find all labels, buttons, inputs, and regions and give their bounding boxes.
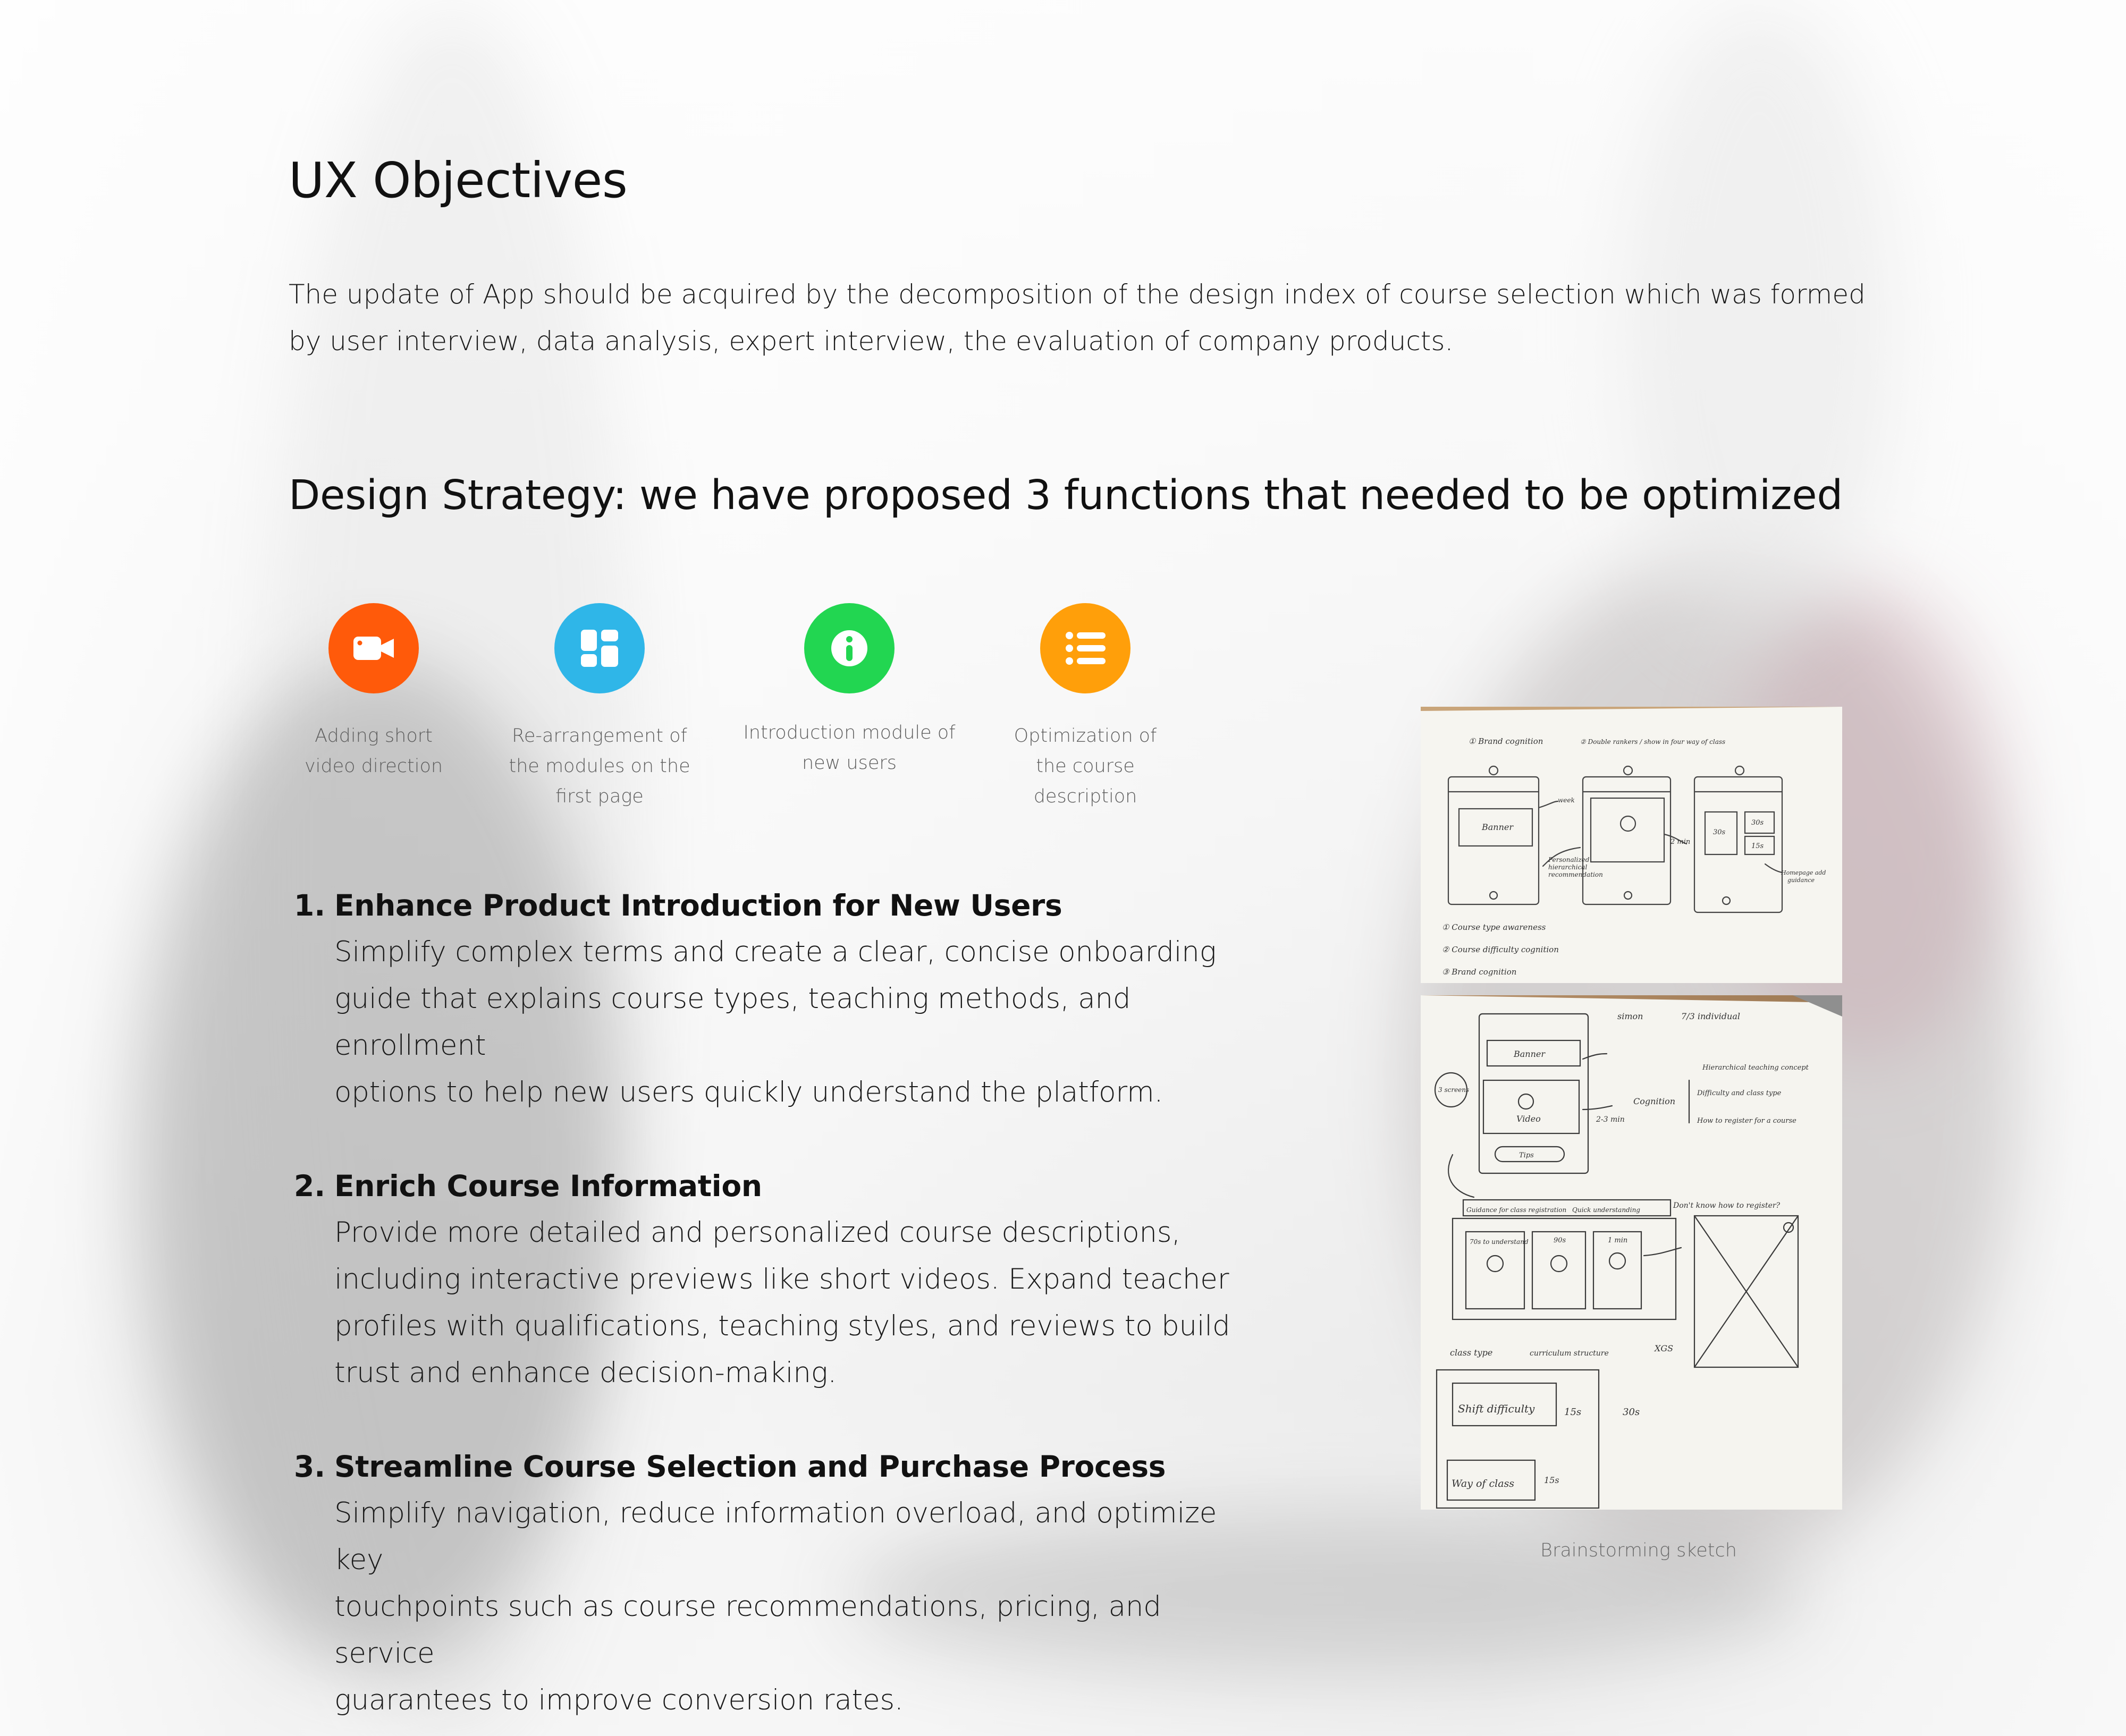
feature-new-user-intro	[738, 603, 961, 778]
svg-text:Quick understanding: Quick understanding	[1572, 1206, 1640, 1214]
dashboard-grid-icon	[554, 603, 645, 693]
svg-text:Hierarchical teaching concept: Hierarchical teaching concept	[1702, 1064, 1809, 1072]
svg-text:Difficulty and class type: Difficulty and class type	[1697, 1089, 1782, 1097]
svg-text:hierarchical: hierarchical	[1548, 863, 1588, 871]
svg-text:Don't know how to register?: Don't know how to register?	[1673, 1201, 1781, 1210]
svg-text:2 min: 2 min	[1671, 838, 1691, 846]
svg-text:① Course type awareness: ① Course type awareness	[1442, 922, 1546, 932]
svg-text:70s to understand: 70s to understand	[1470, 1238, 1529, 1246]
feature-label: Optimization of the course description	[1014, 725, 1157, 807]
svg-text:simon: simon	[1617, 1011, 1643, 1021]
svg-text:guidance: guidance	[1787, 877, 1815, 884]
svg-text:15s: 15s	[1544, 1475, 1559, 1485]
intro-paragraph: The update of App should be acquired by the decomposition of the design index of course selection which was formed by user interview, data analysis, expert interview, the evaluation of company products.	[289, 279, 1866, 357]
list-item	[294, 1163, 1251, 1396]
svg-text:Video: Video	[1516, 1114, 1541, 1124]
strategy-heading: Design Strategy: we have proposed 3 functions that needed to be optimized	[289, 472, 1843, 519]
svg-text:2-3 min: 2-3 min	[1596, 1115, 1625, 1124]
item-number: 1.	[294, 888, 326, 922]
svg-text:① Brand cognition: ① Brand cognition	[1469, 736, 1543, 746]
svg-text:curriculum structure: curriculum structure	[1530, 1349, 1609, 1358]
feature-module-rearrangement	[488, 603, 711, 812]
item-number: 3.	[294, 1450, 326, 1484]
list-icon	[1040, 603, 1131, 693]
svg-text:30s: 30s	[1713, 828, 1726, 836]
svg-text:15s: 15s	[1751, 842, 1764, 850]
svg-text:XGS: XGS	[1655, 1343, 1674, 1353]
svg-text:Guidance for class registratio: Guidance for class registration	[1466, 1206, 1567, 1214]
svg-text:How to register for a course: How to register for a course	[1697, 1117, 1796, 1125]
list-item	[294, 882, 1251, 1116]
svg-text:class type: class type	[1450, 1348, 1493, 1358]
svg-text:Banner: Banner	[1514, 1049, 1546, 1059]
svg-text:15s: 15s	[1564, 1407, 1582, 1418]
feature-label: Adding short video direction	[304, 725, 443, 777]
svg-text:1 min: 1 min	[1608, 1237, 1628, 1244]
svg-text:30s: 30s	[1751, 819, 1764, 827]
svg-text:7/3 individual: 7/3 individual	[1681, 1011, 1740, 1021]
svg-text:Banner: Banner	[1482, 822, 1514, 832]
brainstorm-sketch-photo-bottom	[1421, 995, 1842, 1510]
feature-label: Re-arrangement of the modules on the first page	[509, 725, 690, 807]
item-title: Enhance Product Introduction for New Users	[334, 888, 1062, 922]
feature-course-description	[974, 603, 1197, 812]
svg-text:Way of class: Way of class	[1452, 1478, 1515, 1489]
item-title: Enrich Course Information	[334, 1169, 762, 1203]
objectives-list	[294, 882, 1251, 1724]
svg-text:30s: 30s	[1623, 1407, 1640, 1418]
list-item	[294, 1443, 1251, 1724]
svg-text:Homepage add: Homepage add	[1781, 869, 1826, 876]
svg-text:week: week	[1558, 797, 1575, 804]
svg-text:Tips: Tips	[1519, 1151, 1534, 1159]
item-description: Provide more detailed and personalized course descriptions, including interactive previews like short videos. Expand teacher profiles with qualifications, teaching styles, and reviews to build trust and enhance decision-making.	[334, 1216, 1230, 1389]
feature-label: Introduction module of new users	[743, 722, 956, 774]
svg-text:Cognition: Cognition	[1633, 1096, 1676, 1106]
svg-text:② Double rankers / show in fou: ② Double rankers / show in four way of class	[1580, 738, 1726, 746]
svg-text:Personalized: Personalized	[1548, 856, 1590, 863]
brainstorm-sketch-photo-top	[1421, 707, 1842, 983]
svg-text:Shift difficulty: Shift difficulty	[1458, 1402, 1535, 1415]
item-number: 2.	[294, 1169, 326, 1203]
svg-text:3 screens: 3 screens	[1438, 1086, 1470, 1094]
svg-text:② Course difficulty cognition: ② Course difficulty cognition	[1442, 945, 1559, 954]
video-camera-icon	[328, 603, 419, 693]
info-icon	[804, 603, 895, 693]
feature-short-video	[262, 603, 485, 782]
item-description: Simplify complex terms and create a clear, concise onboarding guide that explains course types, teaching methods, and enrollment options to help new users quickly understand the platform.	[334, 936, 1217, 1108]
item-title: Streamline Course Selection and Purchase Process	[334, 1450, 1166, 1484]
item-description: Simplify navigation, reduce information overload, and optimize key touchpoints such as course recommendations, pricing, and service guarantees to improve conversion rates.	[334, 1497, 1217, 1716]
svg-text:90s: 90s	[1554, 1237, 1566, 1244]
svg-text:③ Brand cognition: ③ Brand cognition	[1442, 967, 1517, 977]
page-title: UX Objectives	[289, 152, 628, 209]
sketch-caption: Brainstorming sketch	[1540, 1540, 1737, 1561]
svg-text:recommendation: recommendation	[1548, 871, 1603, 878]
